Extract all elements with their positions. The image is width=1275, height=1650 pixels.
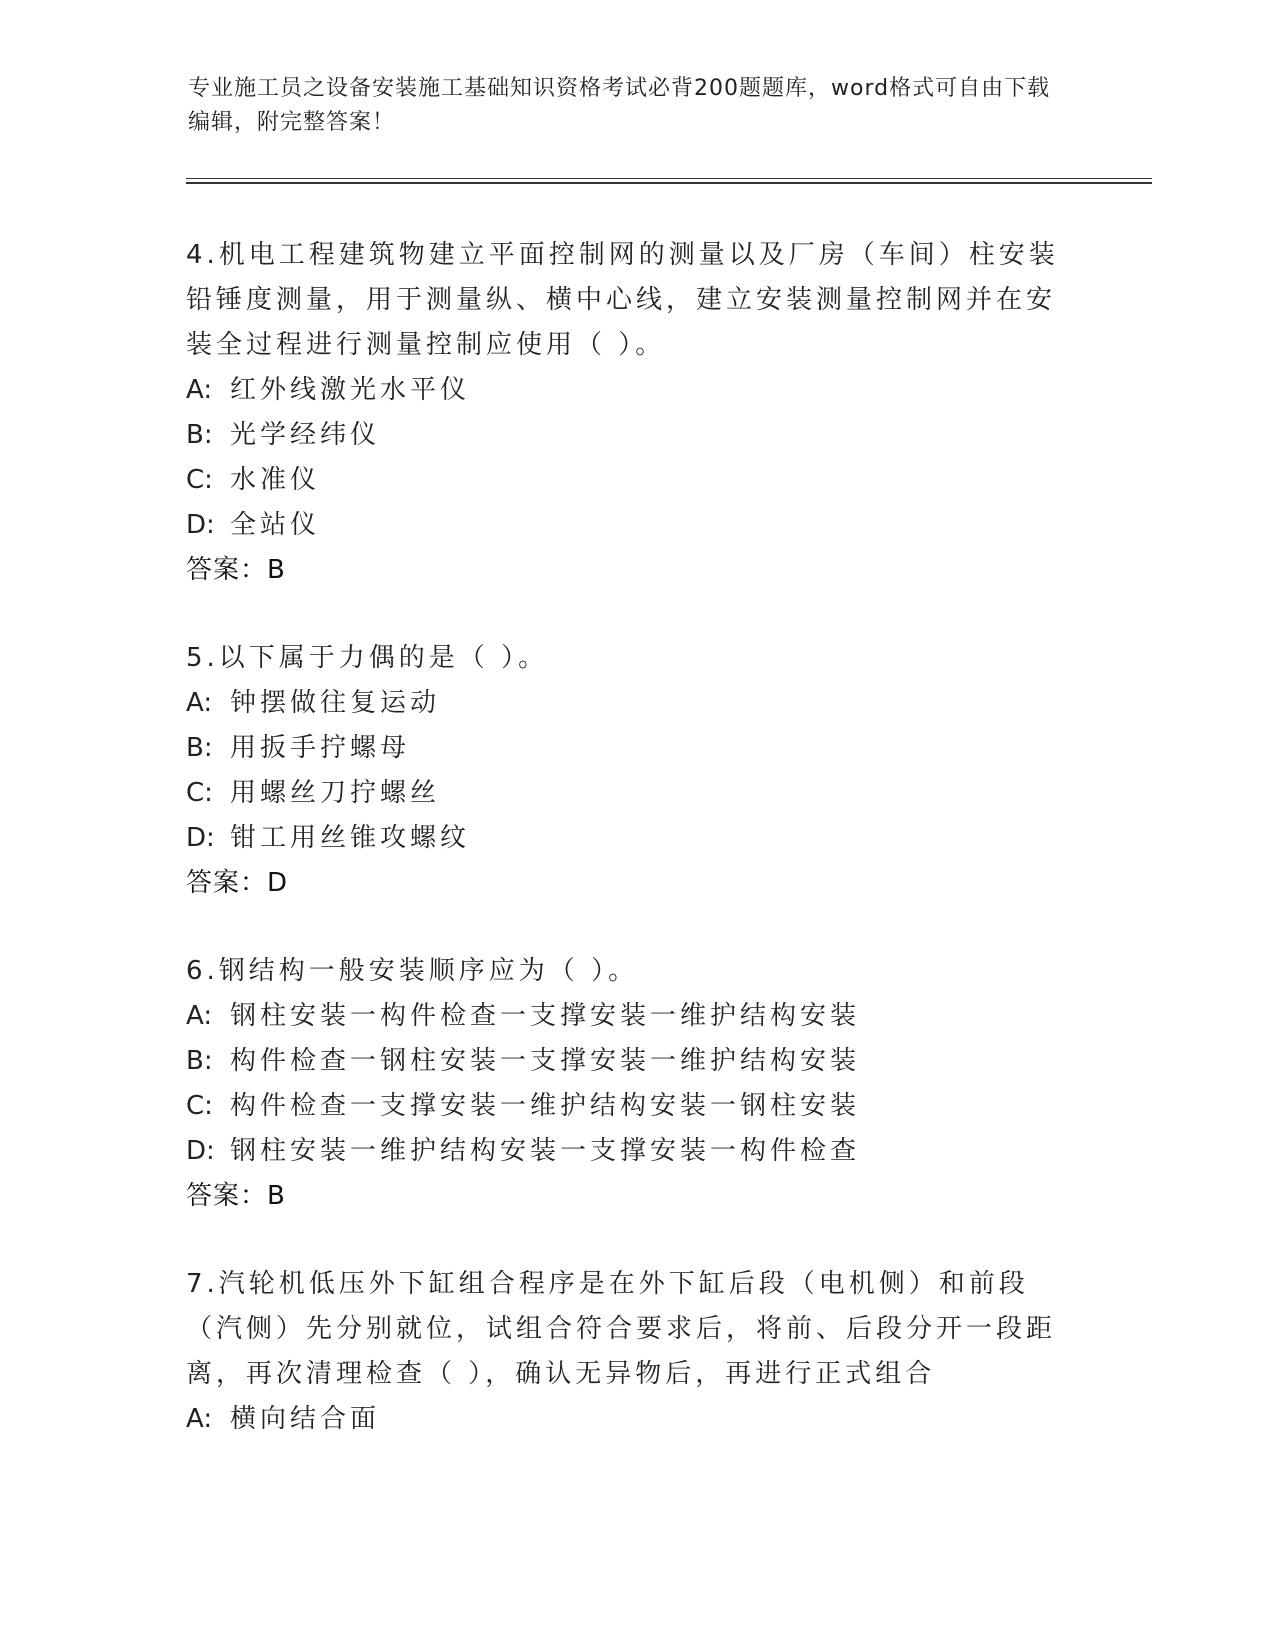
question-7 xyxy=(186,1262,1076,1442)
question-4 xyxy=(186,233,1076,593)
question-6 xyxy=(186,949,1076,1219)
option-text: 用扳手拧螺母 xyxy=(230,733,411,763)
option-label: A: xyxy=(186,688,213,718)
question-stem: 6.钢结构一般安装顺序应为（ ）。 xyxy=(186,956,639,986)
option-text: 钟摆做往复运动 xyxy=(230,688,441,718)
question-5 xyxy=(186,636,1076,906)
question-stem: 5.以下属于力偶的是（ ）。 xyxy=(186,643,549,673)
option-text: 钳工用丝锥攻螺纹 xyxy=(230,823,471,853)
option-label: B: xyxy=(186,1046,213,1076)
option-label: A: xyxy=(186,1404,213,1434)
option-b xyxy=(186,726,1076,771)
question-list xyxy=(186,233,1076,1485)
question-stem: 7.汽轮机低压外下缸组合程序是在外下缸后段（电机侧）和前段（汽侧）先分别就位，试组合符合要求后，将前、后段分开一段距离，再次清理检查（ ），确认无异物后，再进行正式组合 xyxy=(186,1269,1057,1389)
option-text: 全站仪 xyxy=(230,510,321,540)
option-label: D: xyxy=(186,1136,215,1166)
option-label: B: xyxy=(186,420,213,450)
document-header: 专业施工员之设备安装施工基础知识资格考试必背200题题库，word格式可自由下载编辑，附完整答案！ xyxy=(188,76,1051,135)
option-text: 构件检查一钢柱安装一支撑安装一维护结构安装 xyxy=(230,1046,861,1076)
option-text: 横向结合面 xyxy=(230,1404,381,1434)
option-c xyxy=(186,1084,1076,1129)
option-label: D: xyxy=(186,510,215,540)
answer: 答案：B xyxy=(186,1181,286,1211)
option-text: 构件检查一支撑安装一维护结构安装一钢柱安装 xyxy=(230,1091,861,1121)
option-c xyxy=(186,771,1076,816)
option-text: 用螺丝刀拧螺丝 xyxy=(230,778,441,808)
option-text: 水准仪 xyxy=(230,465,321,495)
option-a xyxy=(186,368,1076,413)
option-a xyxy=(186,994,1076,1039)
header-divider-thick xyxy=(186,182,1152,184)
option-text: 钢柱安装一构件检查一支撑安装一维护结构安装 xyxy=(230,1001,861,1031)
option-text: 钢柱安装一维护结构安装一支撑安装一构件检查 xyxy=(230,1136,861,1166)
question-stem: 4.机电工程建筑物建立平面控制网的测量以及厂房（车间）柱安装铅锤度测量，用于测量纵、横中心线，建立安装测量控制网并在安装全过程进行测量控制应使用（ ）。 xyxy=(186,240,1059,360)
header-divider-thin xyxy=(186,178,1152,179)
option-text: 红外线激光水平仪 xyxy=(230,375,471,405)
option-d xyxy=(186,503,1076,548)
option-a xyxy=(186,1397,1076,1442)
option-label: A: xyxy=(186,375,213,405)
option-d xyxy=(186,1129,1076,1174)
answer: 答案：D xyxy=(186,868,289,898)
option-c xyxy=(186,458,1076,503)
option-a xyxy=(186,681,1076,726)
option-label: D: xyxy=(186,823,215,853)
answer: 答案：B xyxy=(186,555,286,585)
option-d xyxy=(186,816,1076,861)
option-b xyxy=(186,1039,1076,1084)
option-label: C: xyxy=(186,465,213,495)
option-label: C: xyxy=(186,778,213,808)
option-label: C: xyxy=(186,1091,213,1121)
option-label: B: xyxy=(186,733,213,763)
option-label: A: xyxy=(186,1001,213,1031)
option-text: 光学经纬仪 xyxy=(230,420,381,450)
option-b xyxy=(186,413,1076,458)
